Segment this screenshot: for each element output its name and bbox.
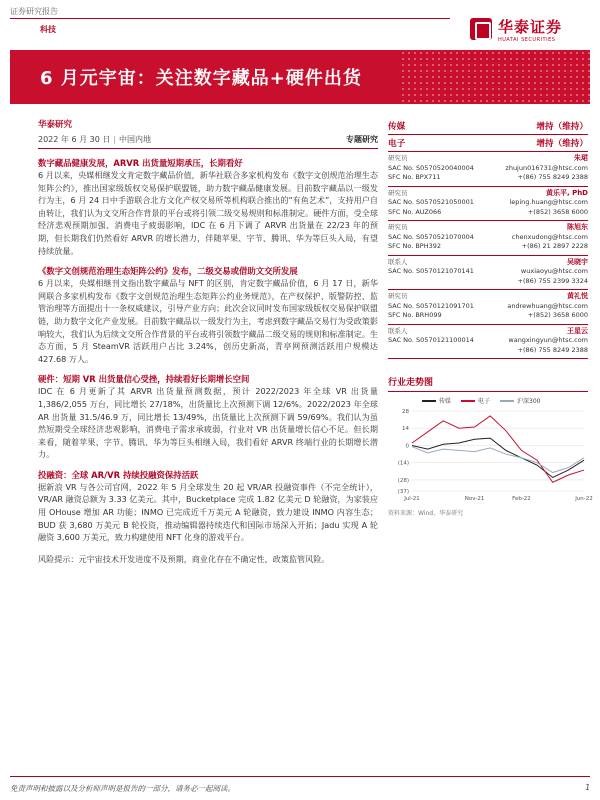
rating-sector: 电子: [388, 139, 406, 149]
x-tick-label: Jun-22: [575, 496, 593, 502]
analyst-role: 研究员: [388, 188, 408, 197]
analyst-email[interactable]: wuxiaoyu@htsc.com: [520, 267, 588, 275]
analyst-role: 研究员: [388, 292, 408, 300]
report-type: 专题研究: [346, 135, 378, 144]
section-heading-1: 数字藏品健康发展，ARVR 出货量短期承压，长期看好: [38, 158, 243, 168]
analyst-name: 陈旭东: [567, 223, 588, 231]
analyst-card: [388, 325, 588, 360]
legend-item: 沪深300: [500, 396, 540, 405]
series-line: [412, 438, 584, 477]
analyst-name: 黄乐平, PhD: [545, 188, 588, 197]
analyst-card: [388, 221, 588, 256]
legend-item: 传媒: [422, 396, 451, 405]
section-paragraph-3: IDC 在 6 月更新了其 ARVR 出货量预测数据，预计 2022/2023 年全球 VR 出货量 1,386/2,055 万台，同比增长 27/18%，出货量比上次预测下调 12/6%。2022/2023 年全球 AR 出货量 31.5/46.9 万，同比增长 13/49%，出货量比上次预测下调 59/69%。我们认为虽然短期受全球经济悲观影响，消费电子需求承疲弱，行业对 VR 出货量增长信心不足。但长期来看，随着苹果、字节、腾讯、华为等巨头相继入局，我们看好 ARVR 终端行业的长期增长潜力。: [38, 386, 378, 460]
analyst-sfc: SFC No. BRH099: [388, 311, 442, 319]
chart-title: 行业走势图: [388, 375, 588, 392]
industry-trend-chart: [388, 396, 593, 506]
company-logo: [470, 14, 588, 44]
page-footer: [10, 776, 590, 794]
analyst-role: 联系人: [388, 257, 408, 266]
logo-name-cn: 华泰证券: [498, 17, 563, 36]
logo-icon: [470, 18, 492, 40]
report-category-label: 证券研究报告: [10, 7, 58, 16]
section-heading-4: 投融资：全球 AR/VR 持续投融资保持活跃: [38, 469, 199, 480]
analyst-list: [388, 152, 588, 359]
section-paragraph-4: 据新浪 VR 与各公司官网，2022 年 5 月全球发生 20 起 VR/AR 投融资事件（不完全统计），VR/AR 融资总额为 3.33 亿美元。其中，Bucketplace 完成 1.82 亿美元 D 轮融资，为家装应用 OHouse 增加 AR 功能；INMO 已完成近千万美元 A 轮融资，致力建设 INMO 内容生态；BUD 获 3,680 万美元 B 轮投资，推动编辑器持续迭代和国际市场深入开拓；Jadu 实现 A 轮融资 3,600 万美元，致力构建使用 NFT 化身的游戏平台。: [38, 481, 378, 543]
series-line: [412, 416, 584, 482]
rating-row: [388, 118, 588, 135]
meta-row: 2022 年 6 月 30 日 | 中国内地 专题研究: [38, 134, 378, 149]
y-tick-label: (14): [397, 460, 409, 467]
analyst-sac: SAC No. S0570521070004: [388, 232, 474, 241]
page-number: 1: [585, 783, 590, 792]
analyst-card: [388, 290, 588, 325]
report-title: 6 月元宇宙：关注数字藏品+硬件出货: [40, 68, 362, 89]
banner-pattern: [400, 50, 590, 104]
x-tick-label: Jul-21: [404, 496, 420, 502]
section-paragraph-2: 6 月以来，央媒相继刊文指出数字藏品与 NFT 的区别，肯定数字藏品价值，6 月 17 日，新华网联合多家机构发布《数字文创规范治理生态矩阵公约业务规范》，在产权保护、版警防控、监管治理等方面提出十一条权威建议，引导产业方向；此次会议同时发布国家级版权交易保护联盟链，助力数字文化产业发展。目前数字藏品以一级发行为主，考虑到数字藏品交易行为受政策影响较大，我们认为后续文交所合作背景的平台或将引领数字藏品二级交易的规则和标准制定。生态方面，5 月 SteamVR 活跃用户占比 3.24%，创历史新高，青亭网预测活跃用户规模达 427.68 万人。: [38, 278, 378, 364]
analyst-sac: SAC No. S0570121091701: [388, 301, 474, 310]
analyst-sfc: SFC No. BPH392: [388, 242, 441, 250]
analyst-role: 研究员: [388, 154, 408, 162]
analyst-email[interactable]: leping.huang@htsc.com: [509, 198, 588, 206]
analyst-name: 吴晓宇: [567, 257, 588, 266]
analyst-sac: SAC No. S0570121070141: [388, 267, 474, 275]
disclaimer-text: 免责声明和披露以及分析师声明是报告的一部分，请务必一起阅读。: [10, 784, 235, 793]
analyst-phone: +(852) 3658 6000: [527, 311, 588, 319]
section-label: 科技: [40, 25, 56, 34]
rating-value: 增持（维持）: [536, 139, 588, 149]
analyst-card: [388, 152, 588, 187]
analyst-sfc: SFC No. BPX711: [388, 173, 441, 181]
rating-sector: 传媒: [388, 122, 406, 132]
report-region: 中国内地: [119, 135, 152, 144]
analyst-phone: +(86) 755 8249 2388: [517, 345, 588, 354]
legend-item: 电子: [461, 396, 490, 405]
title-banner: [10, 50, 590, 104]
report-date: 2022 年 6 月 30 日: [38, 135, 111, 144]
analyst-email[interactable]: chenxudong@htsc.com: [511, 232, 588, 241]
analyst-role: 联系人: [388, 326, 408, 335]
rating-value: 增持（维持）: [536, 122, 588, 132]
y-tick-label: (28): [397, 477, 409, 484]
y-tick-label: (37): [397, 489, 409, 495]
analyst-name: 朱珺: [574, 154, 588, 162]
chart-legend: [422, 396, 588, 405]
analyst-phone: +(86) 755 2399 3324: [517, 276, 588, 285]
y-tick-label: 14: [402, 426, 409, 433]
x-tick-label: Nov-21: [464, 496, 485, 502]
analyst-card: [388, 256, 588, 291]
analyst-phone: +(86) 755 8249 2388: [517, 173, 588, 181]
analyst-email[interactable]: andrewhuang@htsc.com: [507, 301, 588, 310]
analyst-name: 黄礼悦: [567, 292, 588, 300]
rating-row: [388, 135, 588, 152]
risk-warning: 风险提示：元宇宙技术开发进度不及预期，商业化存在不确定性，政策监管风险。: [38, 553, 330, 564]
analyst-role: 研究员: [388, 223, 408, 231]
author: 华泰研究: [38, 120, 73, 130]
analyst-email[interactable]: wangxingyun@htsc.com: [508, 336, 588, 344]
x-tick-label: Feb-22: [512, 496, 531, 502]
y-tick-label: 28: [402, 409, 409, 415]
main-column: [38, 118, 378, 565]
analyst-name: 王星云: [567, 326, 588, 335]
logo-name-en: HUATAI SECURITIES: [498, 36, 556, 43]
analyst-sac: SAC No. S0570521050001: [388, 198, 474, 206]
analyst-sfc: SFC No. AUZ066: [388, 207, 442, 216]
side-column: [388, 118, 593, 517]
section-heading-3: 硬件：短期 VR 出货量信心受挫，持续看好长期增长空间: [38, 374, 250, 385]
header-divider: [10, 18, 450, 19]
y-tick-label: 0: [405, 443, 409, 450]
analyst-sac: SAC No. S0570520040004: [388, 163, 474, 172]
chart-source: 资料来源：Wind，华泰研究: [388, 510, 464, 517]
analyst-phone: +(86) 21 2897 2228: [521, 242, 588, 250]
analyst-phone: +(852) 3658 6000: [527, 207, 588, 216]
analyst-sac: SAC No. S0570121100014: [388, 336, 474, 344]
section-paragraph-1: 6 月以来，央媒相继发文肯定数字藏品价值，新华社联合多家机构发布《数字文创规范治理生态矩阵公约》，推出国家级版权交易保护联盟链，助力数字藏品健康发展。目前数字藏品以一级发行为主，6 月 24 日中手游联合北方文化产权交易所等机构联合推出的“有鱼艺术”，支持用户自由转让，我们认为文交所合作背景的平台或将引领二级交易规则和标准制定。硬件方面，受全球经济悲观预期加强、消费电子疲弱影响，IDC 在 6 月下调了 ARVR 出货量在 22/23 年的预期，但长期我们仍然看好 ARVR 的增长潜力，伴随苹果、字节、腾讯、华为等巨头入局，有望持续放量。: [38, 170, 378, 256]
analyst-email[interactable]: zhujun016731@htsc.com: [505, 163, 588, 172]
chart-plot: [388, 405, 593, 505]
section-heading-2: 《数字文创规范治理生态矩阵公约》发布，二级交易或借助文交所发展: [38, 266, 298, 277]
analyst-card: [388, 187, 588, 222]
series-line: [412, 447, 584, 473]
